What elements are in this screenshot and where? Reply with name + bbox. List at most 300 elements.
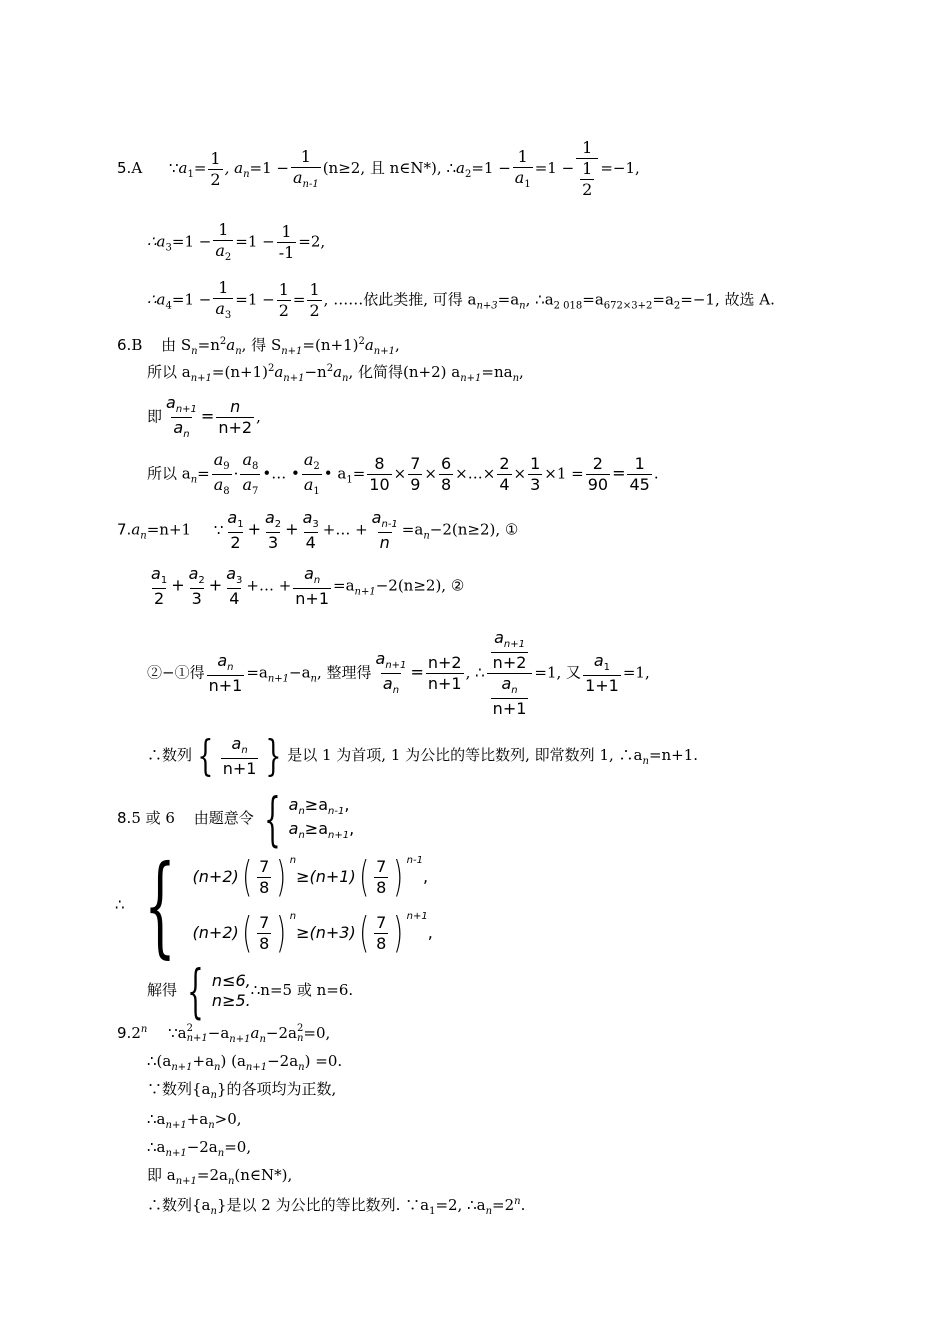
text: × xyxy=(424,464,437,483)
text: =1 − xyxy=(171,290,212,309)
p8-answer: 5 或 6 xyxy=(131,809,175,827)
p9-line7 xyxy=(147,1197,525,1217)
fraction xyxy=(513,146,533,190)
fraction xyxy=(213,280,233,321)
text: 即 xyxy=(147,407,163,426)
denominator: 8 xyxy=(259,933,270,953)
left-paren: ( xyxy=(358,852,369,901)
p7-line3 xyxy=(147,630,650,717)
subscript: n+1 xyxy=(503,639,525,650)
because-symbol: ∵ xyxy=(168,159,179,177)
numerator: 7 xyxy=(259,912,270,932)
term: (n+2) xyxy=(192,923,239,942)
exponent: n-1 xyxy=(406,855,423,866)
fraction xyxy=(367,456,391,493)
subscript: n+1 xyxy=(283,373,305,384)
text: =1 − xyxy=(235,232,275,251)
text: =1 − xyxy=(249,159,289,177)
text: = xyxy=(197,464,210,483)
left-brace: { xyxy=(263,785,281,853)
subscript: 2 xyxy=(274,519,282,530)
denominator: n+1 xyxy=(427,674,462,693)
p6-line2 xyxy=(147,364,524,384)
denominator: a xyxy=(382,674,393,693)
condition: (n≥2, 且 n∈N*), xyxy=(322,159,442,177)
text: =(n+1) xyxy=(211,363,268,381)
case-row: n≥5. xyxy=(211,991,251,1010)
numerator: 8 xyxy=(374,454,385,473)
nested-fraction xyxy=(580,161,594,198)
text: =1 − xyxy=(235,290,275,309)
subscript: n+1 xyxy=(328,830,350,841)
text: +a xyxy=(186,1110,209,1128)
therefore-symbol: ∴ xyxy=(446,159,456,177)
subscript: 2 xyxy=(673,300,681,312)
numerator: 1 xyxy=(582,159,593,178)
numerator: a xyxy=(188,564,199,583)
subscript: n+1 xyxy=(186,1033,208,1044)
denominator: n xyxy=(379,533,390,552)
numerator: a xyxy=(302,508,313,527)
subscript: n xyxy=(310,673,317,685)
left-brace: { xyxy=(187,957,204,1025)
text: −2a xyxy=(267,1052,299,1070)
p8-line3 xyxy=(147,957,354,1025)
text: . xyxy=(653,464,659,483)
denominator: a xyxy=(292,167,303,187)
text: −2(n≥2), ② xyxy=(375,576,465,595)
subscript: 7 xyxy=(252,486,259,497)
text: =a xyxy=(246,663,268,682)
subscript: 1 xyxy=(313,486,320,497)
denominator: 3 xyxy=(530,475,541,494)
numerator: a xyxy=(166,393,176,412)
numerator: a xyxy=(375,649,386,668)
subscript: n+1 xyxy=(229,1034,251,1045)
denominator: a xyxy=(303,475,314,494)
text: =n+1 xyxy=(146,520,192,539)
text: , xyxy=(349,819,355,838)
subscript: n+1 xyxy=(281,346,303,357)
denominator: n+2 xyxy=(492,653,527,672)
numerator: a xyxy=(226,564,236,583)
text: =a xyxy=(497,290,520,309)
plus: + xyxy=(171,575,185,595)
subscript: n xyxy=(519,300,526,312)
p8-line2 xyxy=(115,841,433,969)
text: −a xyxy=(289,663,311,682)
text: ≥(n+1) xyxy=(296,867,356,886)
subscript: 1 xyxy=(187,169,194,180)
p9-line5 xyxy=(147,1140,251,1159)
subscript: n xyxy=(296,1033,304,1044)
subscript: 2 018 xyxy=(553,300,583,312)
text: · xyxy=(233,464,239,483)
fraction xyxy=(225,510,245,551)
numerator: 1 xyxy=(530,454,541,473)
numerator: a xyxy=(242,450,252,469)
p9-line2 xyxy=(147,1054,342,1073)
subscript: n xyxy=(259,1034,266,1045)
subscript: 2 xyxy=(224,252,232,263)
subscript: n xyxy=(243,169,250,180)
numerator: 7 xyxy=(376,912,387,932)
fraction xyxy=(207,653,245,694)
text: +a xyxy=(192,1052,215,1070)
superscript: 2 xyxy=(267,363,275,374)
denominator: n+1 xyxy=(208,676,243,695)
subscript: n+3 xyxy=(476,300,498,312)
fraction xyxy=(302,452,322,497)
numerator: 1 xyxy=(309,280,320,299)
text: ≥(n+3) xyxy=(296,923,356,942)
fraction xyxy=(374,912,388,953)
denominator: 9 xyxy=(410,475,421,494)
text: , 得 S xyxy=(241,336,282,354)
subscript: n+1 xyxy=(171,1062,193,1073)
numerator: 7 xyxy=(376,856,387,876)
right-paren: ) xyxy=(393,908,404,957)
text: , xyxy=(344,795,350,814)
text: 由 S xyxy=(161,336,192,354)
subscript: 8 xyxy=(223,486,230,497)
subscript: 2 xyxy=(198,575,205,586)
fraction xyxy=(491,676,529,717)
subscript: n xyxy=(214,1062,221,1073)
fraction xyxy=(277,282,291,319)
denominator: 4 xyxy=(499,475,510,494)
subscript: n xyxy=(140,530,147,542)
brace-group xyxy=(192,731,287,780)
denominator: 10 xyxy=(369,475,390,494)
case-system xyxy=(177,957,251,1025)
right-paren: ) xyxy=(276,908,287,957)
numerator: 7 xyxy=(410,454,421,473)
p7-label: 7. xyxy=(117,520,132,539)
term: a xyxy=(455,159,465,177)
p9-line6 xyxy=(147,1168,292,1187)
denominator: n+1 xyxy=(222,758,257,778)
text: ∴数列{a xyxy=(147,1196,211,1214)
case-row xyxy=(289,797,355,817)
fraction xyxy=(408,456,422,493)
text: ×…× xyxy=(455,464,496,483)
numerator: a xyxy=(231,733,242,753)
subscript: n xyxy=(642,756,649,767)
text: , xyxy=(519,363,524,381)
text: (n∈N*), xyxy=(234,1166,293,1184)
denominator: 1+1 xyxy=(585,676,619,695)
subscript: 3 xyxy=(224,310,232,321)
numerator: 6 xyxy=(440,454,452,473)
text: =a xyxy=(333,576,355,595)
subscript: n+1 xyxy=(385,660,407,671)
text: ∴n=5 或 n=6. xyxy=(250,981,354,999)
numerator: a xyxy=(217,651,228,670)
subscript: n xyxy=(191,346,198,357)
case-row xyxy=(192,908,433,957)
case-row: n≤6, xyxy=(211,971,251,990)
subscript: n xyxy=(190,474,198,486)
subscript: n xyxy=(227,662,234,673)
text: =n+1. xyxy=(648,746,699,764)
p7-line1 xyxy=(117,510,518,551)
text: 即 a xyxy=(147,1166,176,1184)
fraction xyxy=(224,566,244,607)
numerator: 1 xyxy=(218,278,229,297)
left-paren: ( xyxy=(242,908,252,957)
term: a xyxy=(250,1024,260,1042)
subscript: n+1 xyxy=(354,586,376,598)
text: =1, 又 xyxy=(534,663,582,682)
p6-answer: B xyxy=(131,336,143,354)
term: a xyxy=(274,363,284,381)
numerator: 1 xyxy=(300,146,311,166)
text: , 化简得(n+2) a xyxy=(348,363,461,381)
denominator: -1 xyxy=(278,243,295,262)
text: =a xyxy=(652,290,674,309)
term: a xyxy=(226,336,236,354)
text: ②−①得 xyxy=(147,663,205,682)
subscript: n-1 xyxy=(328,806,345,817)
plus: + xyxy=(208,575,223,595)
text: =0, xyxy=(303,1024,331,1042)
p9-line1 xyxy=(117,1024,330,1045)
fraction xyxy=(491,630,529,671)
text: 解得 xyxy=(147,981,178,999)
subscript: n+1 xyxy=(245,1062,268,1073)
text: , ……依此类推, 可得 a xyxy=(323,290,477,309)
denominator: 8 xyxy=(376,933,387,953)
subscript: n+1 xyxy=(165,1120,187,1131)
subscript: n xyxy=(485,1206,493,1217)
p5-line2 xyxy=(147,222,325,263)
numerator: 1 xyxy=(281,222,292,241)
left-brace: { xyxy=(143,841,176,969)
numerator: a xyxy=(371,508,382,527)
denominator: 8 xyxy=(440,475,452,494)
superscript: n xyxy=(514,1196,521,1207)
term: ∴a xyxy=(147,290,166,309)
case-system xyxy=(254,785,355,853)
fraction xyxy=(374,856,388,897)
text: =a xyxy=(401,520,424,539)
subscript: 1 xyxy=(429,1206,436,1217)
numerator: a xyxy=(227,508,238,527)
subscript: n xyxy=(227,1176,235,1187)
text: }的各项均为正数, xyxy=(216,1080,337,1098)
text: × xyxy=(393,464,407,483)
numerator: a xyxy=(303,450,314,469)
equals: = xyxy=(612,463,626,483)
text: ∴数列 xyxy=(147,746,193,764)
text: =−1, 故选 A. xyxy=(680,290,775,309)
fraction xyxy=(307,282,321,319)
plus: + xyxy=(285,519,299,539)
numerator: 1 xyxy=(634,454,645,473)
denominator: a xyxy=(215,241,225,260)
numerator: a xyxy=(501,674,512,693)
text: 所以 a xyxy=(147,464,191,483)
fraction xyxy=(586,456,610,493)
text: ≥a xyxy=(304,795,329,814)
right-paren: ) xyxy=(276,852,287,901)
subscript: 1 xyxy=(346,474,353,486)
subscript: n+1 xyxy=(165,1148,187,1159)
denominator: a xyxy=(215,299,225,318)
case-row xyxy=(289,821,355,841)
text: 所以 a xyxy=(147,363,191,381)
fraction xyxy=(374,651,409,696)
fraction xyxy=(257,912,271,953)
subscript: n xyxy=(241,744,248,756)
numerator: 1 xyxy=(278,280,289,299)
subscript: n+1 xyxy=(267,673,290,685)
p7-line4 xyxy=(147,731,699,780)
subscript: n+1 xyxy=(373,346,395,357)
text: ) =0. xyxy=(304,1052,343,1070)
subscript: n xyxy=(298,806,305,817)
text: , ∴ xyxy=(465,663,485,682)
subscript: n xyxy=(392,685,400,696)
subscript: 3 xyxy=(312,519,319,530)
fraction xyxy=(301,510,321,551)
exponent: n xyxy=(289,911,297,922)
term: a xyxy=(288,795,299,814)
denominator: a xyxy=(173,418,184,437)
denominator: 2 xyxy=(210,169,221,189)
fraction xyxy=(293,566,331,607)
text: =2, ∴a xyxy=(435,1196,486,1214)
denominator: 3 xyxy=(267,533,279,552)
fraction xyxy=(240,452,260,497)
equals: = xyxy=(410,662,424,682)
superscript: 2 xyxy=(358,336,365,347)
text: >0, xyxy=(214,1110,242,1128)
text: =na xyxy=(481,363,513,381)
subscript: 1 xyxy=(160,575,168,586)
denominator: n+1 xyxy=(492,699,527,718)
fraction xyxy=(426,655,464,692)
case-system xyxy=(125,841,433,969)
superscript: 2 xyxy=(326,363,334,374)
text: +… + xyxy=(322,520,368,539)
fraction xyxy=(627,456,651,493)
subscript: 2 xyxy=(464,169,472,180)
numerator: 2 xyxy=(499,454,510,473)
text: , xyxy=(427,923,433,942)
subscript: n-1 xyxy=(302,178,319,190)
p5-line1: 5.A $\because a_1=$ $\frac{1}{2}$ , $a_n=1$ − $\frac{1}{a_{n-1}}$ (n≥2, 且 n∈N*), $\therefore a_2=1$ − $\frac{1}{a_1}$ =1 − $\frac{1}{\frac{1}{2}}$ =−1, xyxy=(117,138,640,199)
numerator: 7 xyxy=(259,856,270,876)
numerator: 1 xyxy=(582,138,593,157)
p5-answer: A xyxy=(131,159,143,177)
subscript: n xyxy=(342,373,349,384)
term: (n+2) xyxy=(192,867,239,886)
text: . xyxy=(520,1196,526,1214)
fraction xyxy=(497,456,511,493)
numerator: a xyxy=(151,564,161,583)
text: =2a xyxy=(196,1166,228,1184)
subscript: n xyxy=(313,575,321,586)
right-brace: } xyxy=(265,731,282,780)
fraction xyxy=(576,140,598,198)
subscript: 9 xyxy=(223,461,230,472)
fraction xyxy=(208,148,222,189)
text: •… • xyxy=(262,464,300,483)
fraction xyxy=(583,653,621,694)
text: +… + xyxy=(246,576,292,595)
numerator: a xyxy=(213,450,224,469)
subscript: 1 xyxy=(603,662,611,673)
denominator: 8 xyxy=(259,877,270,897)
text: =1 − xyxy=(171,232,212,251)
fraction xyxy=(221,733,259,778)
text: =n xyxy=(197,336,220,354)
p9-line3 xyxy=(147,1082,336,1101)
numerator: 1 xyxy=(210,148,221,168)
denominator: n+1 xyxy=(295,589,330,608)
denominator: 2 xyxy=(309,301,320,320)
term: , a xyxy=(224,159,244,177)
p9-answer: 2 xyxy=(131,1024,141,1042)
denominator: 4 xyxy=(229,589,240,608)
subscript: 3 xyxy=(236,575,243,586)
fraction xyxy=(149,566,169,607)
fraction xyxy=(164,395,199,440)
subscript: n xyxy=(511,685,518,696)
numerator: 1 xyxy=(517,146,528,166)
subscript: n xyxy=(208,1120,215,1131)
text: ∴a xyxy=(147,1138,166,1156)
denominator: 90 xyxy=(587,475,609,494)
text: =0, xyxy=(224,1138,252,1156)
p7-line2 xyxy=(147,566,464,607)
numerator: 2 xyxy=(592,454,603,473)
text: = xyxy=(292,290,306,309)
p6-line4 xyxy=(147,452,659,497)
a1-symbol: a xyxy=(178,159,188,177)
text: , xyxy=(256,407,261,426)
case-row xyxy=(192,852,433,901)
text: 是以 1 为首项, 1 为公比的等比数列, 即常数列 1, ∴a xyxy=(287,746,643,764)
text: ≥a xyxy=(304,819,329,838)
numerator: n xyxy=(230,397,241,416)
therefore-symbol: ∴ xyxy=(115,895,125,914)
p8-line1 xyxy=(117,785,355,853)
equals: = xyxy=(200,406,215,426)
fraction xyxy=(277,224,297,261)
text: × xyxy=(513,464,527,483)
plus: + xyxy=(247,519,261,539)
numerator: a xyxy=(494,628,504,647)
exponent: n+1 xyxy=(406,911,428,922)
subscript: n xyxy=(217,1148,225,1159)
text: −n xyxy=(304,363,327,381)
numerator: n+2 xyxy=(427,653,462,672)
text: , 整理得 xyxy=(316,663,372,682)
text: ) (a xyxy=(220,1052,246,1070)
denominator: 2 xyxy=(154,589,165,608)
denominator: 2 xyxy=(278,301,289,320)
p5-line3 xyxy=(147,280,775,321)
fraction xyxy=(263,510,283,551)
superscript: 2 xyxy=(186,1023,193,1034)
fraction xyxy=(212,452,232,497)
fraction xyxy=(213,222,233,263)
text: }是以 2 为公比的等比数列. ∵a xyxy=(216,1196,430,1214)
text: ∴(a xyxy=(147,1052,172,1070)
